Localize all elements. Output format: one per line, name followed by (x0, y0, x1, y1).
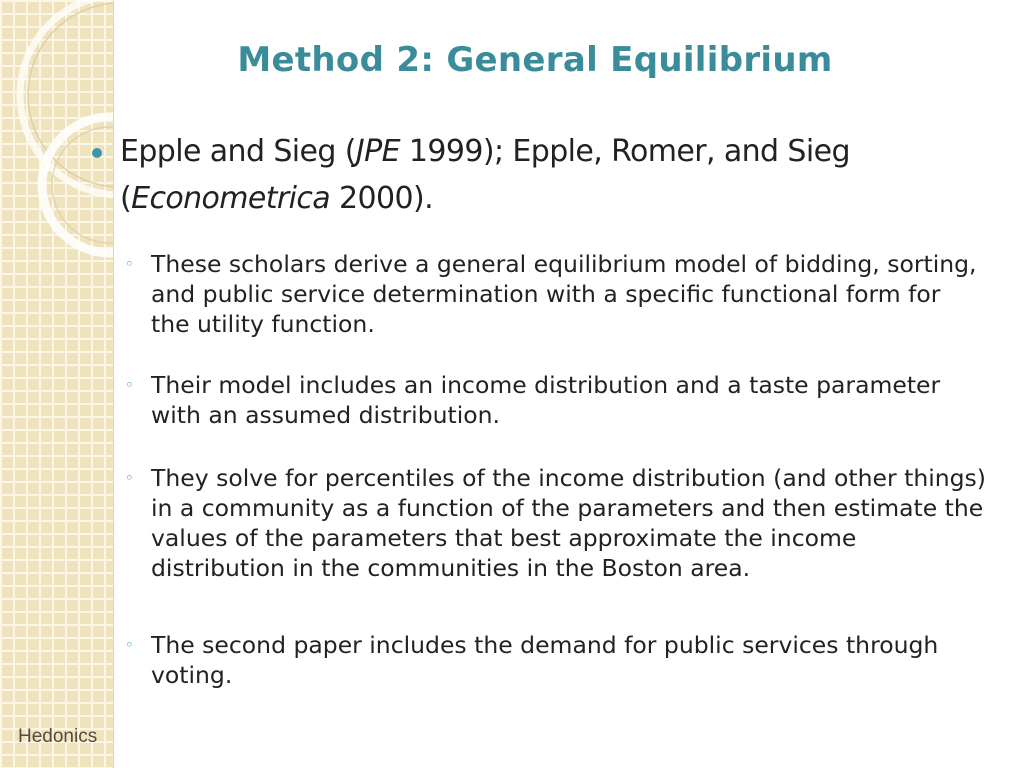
slide-title: Method 2: General Equilibrium (237, 40, 833, 80)
journal-jpe: JPE (355, 134, 400, 169)
main-bullet-part3: ( (120, 181, 132, 216)
sub-bullet-text: Their model includes an income distribution and a taste parameter with an assumed distribution. (151, 371, 941, 429)
main-bullet-text (120, 128, 940, 222)
main-bullet-part1: Epple and Sieg ( (120, 134, 356, 169)
journal-econometrica: Econometrica (131, 181, 331, 216)
sub-bullet-marker: ◦ (125, 376, 134, 394)
decorative-sidebar (0, 0, 114, 768)
sub-bullet-marker: ◦ (125, 469, 134, 487)
sub-bullet-marker: ◦ (125, 636, 134, 654)
decorative-circles (0, 0, 114, 768)
sub-bullet-text: The second paper includes the demand for public services through voting. (151, 631, 939, 689)
main-bullet-dot (92, 148, 102, 158)
footer-label: Hedonics (18, 726, 98, 747)
sub-bullet-text: They solve for percentiles of the income distribution (and other things) in a community as a function of the parameters and then estimate the values of the parameters that best approximate the income distribution in the communities in the Boston area. (151, 464, 986, 582)
sub-bullet-marker: ◦ (125, 255, 134, 273)
main-bullet-part4: 2000). (330, 181, 434, 216)
sub-bullet-text: These scholars derive a general equilibrium model of bidding, sorting, and public service determination with a specific functional form for the utility function. (151, 250, 977, 338)
main-bullet-part2: 1999); Epple, Romer, and Sieg (399, 134, 850, 169)
